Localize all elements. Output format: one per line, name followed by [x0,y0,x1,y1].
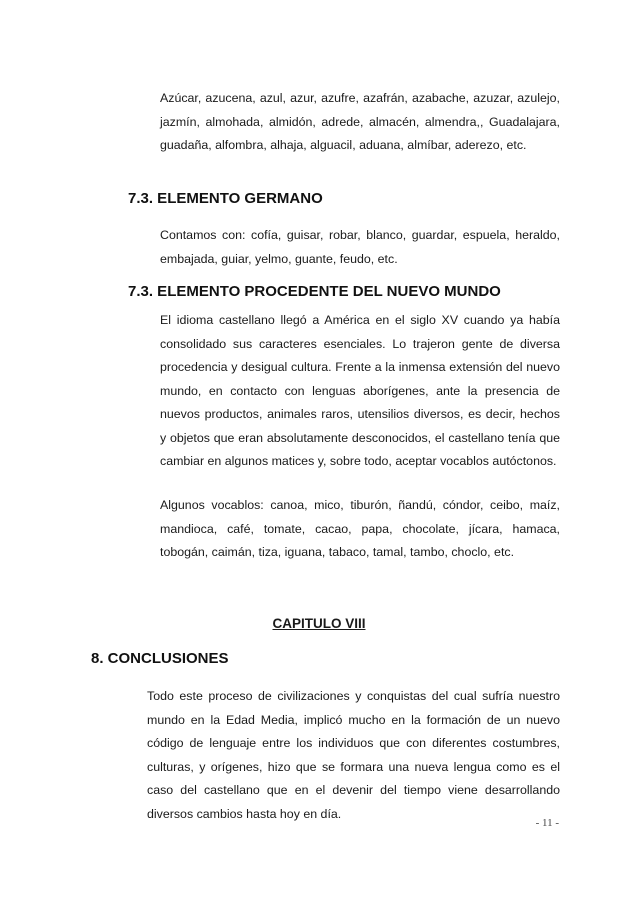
section-heading-nuevo-mundo: 7.3. ELEMENTO PROCEDENTE DEL NUEVO MUNDO [128,283,501,300]
page-number: - 11 - [535,817,559,829]
section-heading-conclusiones: 8. CONCLUSIONES [91,650,229,667]
section-heading-germano: 7.3. ELEMENTO GERMANO [128,190,323,207]
germano-paragraph: Contamos con: cofía, guisar, robar, blanco, guardar, espuela, heraldo, embajada, guiar, yelmo, guante, feudo, etc. [160,228,560,266]
conclusiones-paragraph: Todo este proceso de civilizaciones y conquistas del cual sufría nuestro mundo en la Edad Media, implicó mucho en la formación de un nuevo código de lenguaje entre los individuos que con diferentes costumbres, culturas, y orígenes, hizo que se formara una nueva lengua como es el caso del castellano que en el devenir del tiempo viene desarrollando diversos cambios hasta hoy en día. [147,689,560,821]
intro-paragraph: Azúcar, azucena, azul, azur, azufre, azafrán, azabache, azuzar, azulejo, jazmín, almohada, almidón, adrede, almacén, almendra,, Guadalajara, guadaña, alfombra, alhaja, alguacil, aduana, almíbar, aderezo, etc. [160,91,560,152]
chapter-title: CAPITULO VIII [272,616,366,631]
nuevo-mundo-paragraph-1: El idioma castellano llegó a América en el siglo XV cuando ya había consolidado sus caracteres esenciales. Lo trajeron gente de diversa procedencia y desigual cultura. Frente a la inmensa extensión del nuevo mundo, en contacto con lenguas aborígenes, ante la presencia de nuevos productos, animales raros, utensilios diversos, es decir, hechos y objetos que eran absolutamente desconocidos, el castellano tenía que cambiar en algunos matices y, sobre todo, aceptar vocablos autóctonos. [160,313,560,468]
nuevo-mundo-paragraph-2: Algunos vocablos: canoa, mico, tiburón, ñandú, cóndor, ceibo, maíz, mandioca, café, tomate, cacao, papa, chocolate, jícara, hamaca, tobogán, caimán, tiza, iguana, tabaco, tamal, tambo, choclo, etc. [160,498,560,559]
